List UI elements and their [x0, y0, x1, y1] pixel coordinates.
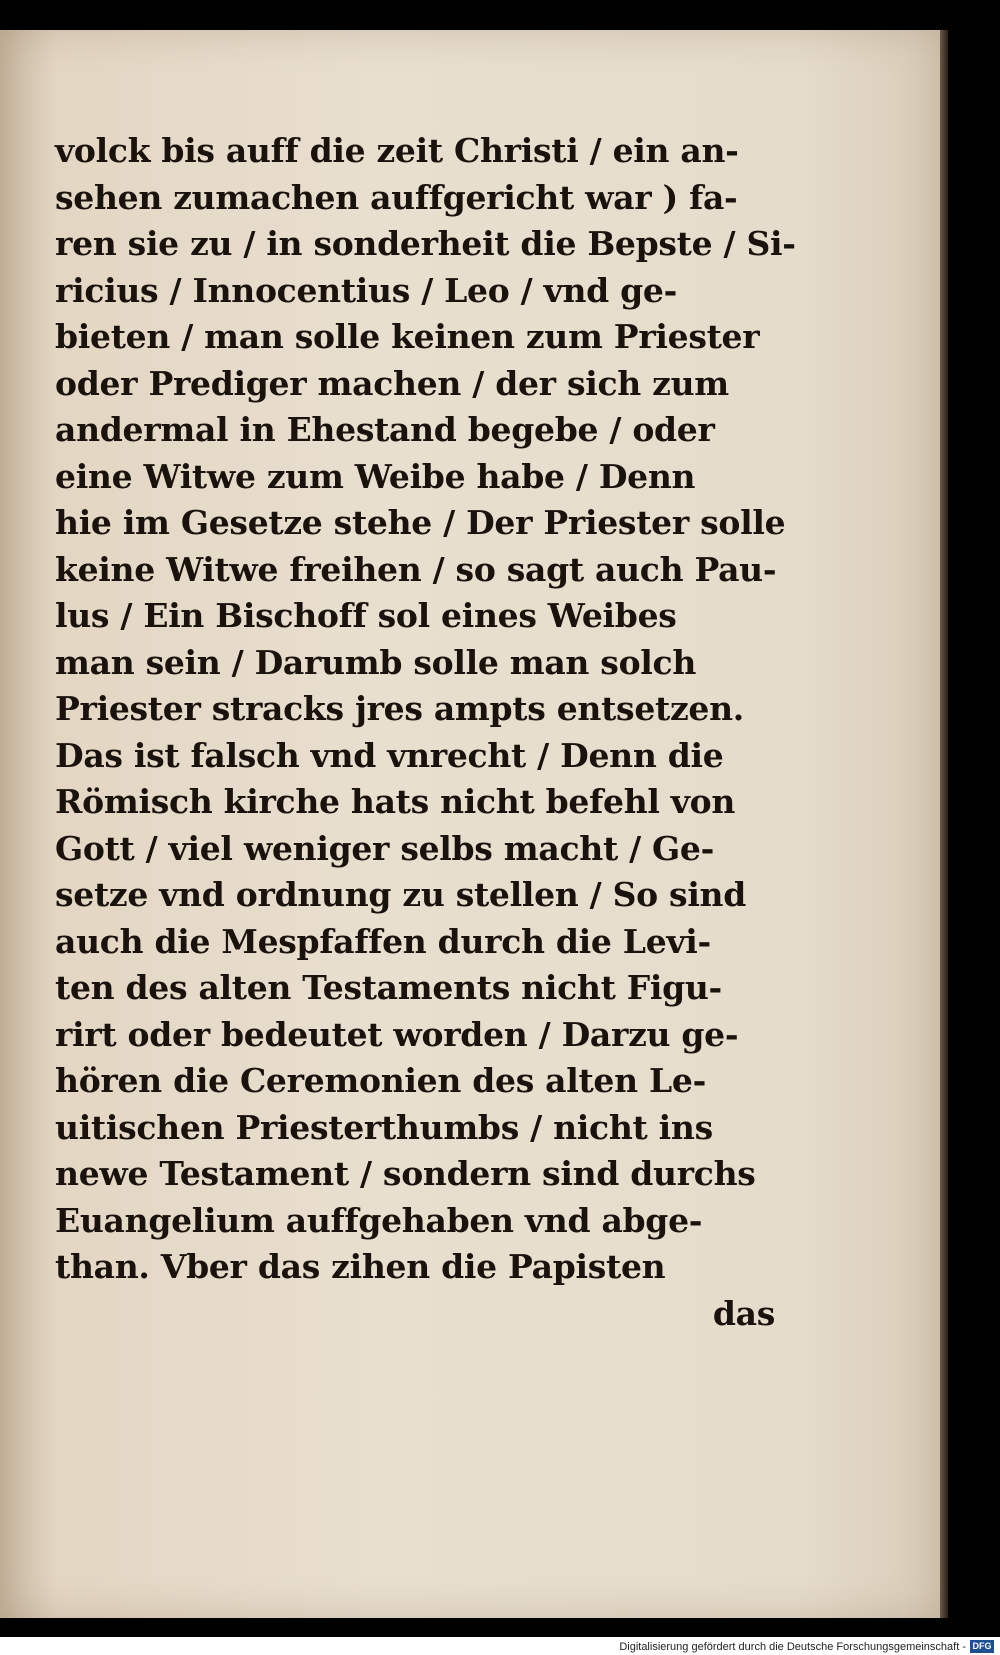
- text-line: sehen zumachen auffgericht war ) fa-: [55, 177, 738, 217]
- dfg-logo: DFG: [970, 1640, 994, 1653]
- text-line: bieten / man solle keinen zum Priester: [55, 317, 760, 356]
- text-line: volck bis auff die zeit Christi / ein an-: [55, 131, 739, 170]
- text-line: setze vnd ordnung zu stellen / So sind: [55, 875, 747, 914]
- page-edge: [940, 30, 948, 1618]
- text-line: Das ist falsch vnd vnrecht / Denn die: [55, 735, 724, 775]
- text-line: lus / Ein Bischoff sol eines Weibes: [55, 596, 677, 635]
- text-line: man sein / Darumb solle man solch: [55, 642, 697, 682]
- text-line: oder Prediger machen / der sich zum: [55, 363, 729, 403]
- text-line: hören die Ceremonien des alten Le-: [55, 1061, 707, 1100]
- text-line: andermal in Ehestand begebe / oder: [55, 410, 715, 449]
- text-line: Römisch kirche hats nicht befehl von: [55, 782, 736, 821]
- text-line: Euangelium auffgehaben vnd abge-: [55, 1200, 703, 1240]
- text-block: [55, 128, 796, 1337]
- text-line: newe Testament / sondern sind durchs: [55, 1154, 756, 1193]
- footer-bar: [0, 1637, 1000, 1655]
- text-line: auch die Mespfaffen durch die Levi-: [55, 921, 711, 961]
- text-line: than. Vber das zihen die Papisten: [55, 1247, 666, 1286]
- text-line: uitischen Priesterthumbs / nicht ins: [55, 1107, 713, 1147]
- text-line: Priester stracks jres ampts entsetzen.: [55, 689, 744, 728]
- text-line: rirt oder bedeutet worden / Darzu ge-: [55, 1014, 739, 1054]
- footer-credit: Digitalisierung gefördert durch die Deutsche Forschungsgemeinschaft -: [619, 1641, 966, 1653]
- text-line: ten des alten Testaments nicht Figu-: [55, 968, 722, 1007]
- text-line: eine Witwe zum Weibe habe / Denn: [55, 456, 696, 496]
- catchword: das: [712, 1293, 775, 1333]
- text-line: ren sie zu / in sonderheit die Bepste / Si-: [55, 224, 796, 263]
- text-line: Gott / viel weniger selbs macht / Ge-: [55, 828, 715, 868]
- text-line: keine Witwe freihen / so sagt auch Pau-: [55, 549, 777, 589]
- text-line: hie im Gesetze stehe / Der Priester solle: [55, 503, 786, 542]
- text-line: ricius / Innocentius / Leo / vnd ge-: [55, 270, 677, 310]
